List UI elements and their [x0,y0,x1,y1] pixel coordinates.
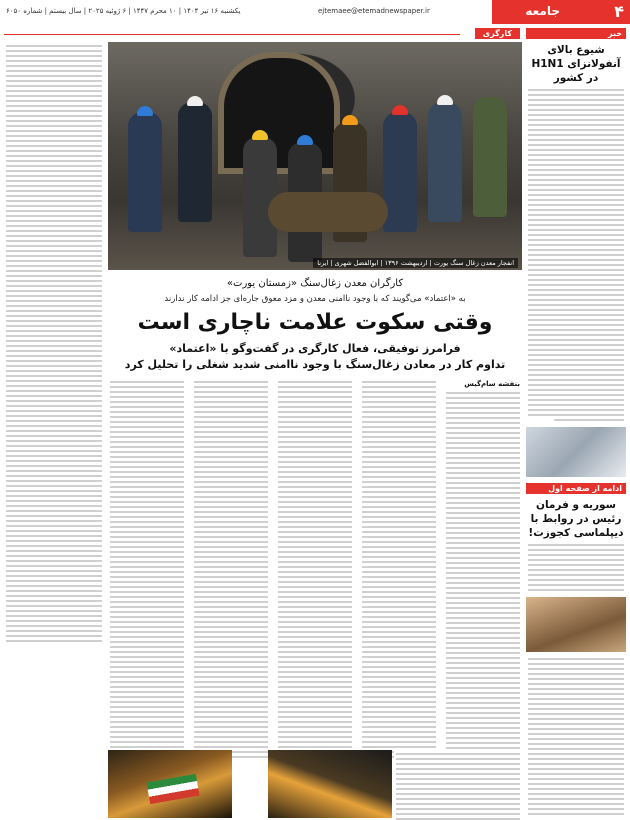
main-story [4,28,520,818]
sidebar-label: خبر [526,28,626,39]
article-columns [108,378,522,750]
byline: بنفشه سام‌گیس [464,380,520,388]
article-column [192,378,270,750]
flag-icon [146,774,199,804]
sidebar-section-label: ادامه از صفحه اول [526,483,626,494]
left-text-column [4,42,104,804]
deck-2: تداوم کار در معادن زغال‌سنگ با وجود ناامنی شدید شغلی را تحلیل کرد [124,358,506,371]
bottom-text-block [394,750,522,818]
section-tag-bar [4,28,520,40]
photo-caption: انفجار معدن زغال سنگ یورت | اردیبهشت ۱۳۹۶ | ابوالفضل شهری | ایرنا [313,258,518,268]
kicker-sub: به «اعتماد» می‌گویند که با وجود ناامنی معدن و مزد معوق جاره‌ای جز ادامه کار ندارند [164,294,466,304]
sidebar-photo-2 [526,597,626,652]
rescue-photo-tunnel [268,750,392,818]
section-tag: کارگری [475,28,520,39]
dateline: یکشنبه ۱۶ تیر ۱۴۰۴ | ۱۰ محرم ۱۴۴۷ | ۶ ژوئیه ۲۰۲۵ | سال بیستم | شماره ۶۰۵۰ [6,7,241,15]
sidebar-title: شیوع بالای آنفولانزای H1N1 در کشور [531,44,621,84]
sidebar-photo [526,427,626,477]
rescue-photo-flag [108,750,232,818]
section-name: جامعه [525,4,560,18]
article-column [108,378,186,750]
sidebar-body-text-2 [526,544,626,591]
sidebar-title-2: سوریه و فرمان رئیس در روابط با دیپلماسی کجوزت! [528,499,624,539]
bottom-photos [108,750,522,818]
kicker: کارگران معدن زغال‌سنگ «زمستان یورت» [226,278,404,289]
hero-photo [108,42,522,270]
article-column [360,378,438,750]
section-banner [492,0,630,24]
article-column [276,378,354,750]
section-email[interactable]: ejtemaee@etemadnewspaper.ir [318,7,430,15]
page-title: وقتی سکوت علامت ناچاری است [137,310,493,335]
deck-1: فرامرز توفیقی، فعال کارگری در گفت‌وگو با «اعتماد» [169,342,461,355]
page-number: ۴ [614,2,624,21]
article-column [444,378,522,750]
news-sidebar [526,28,626,818]
sidebar-body-text [526,89,626,421]
